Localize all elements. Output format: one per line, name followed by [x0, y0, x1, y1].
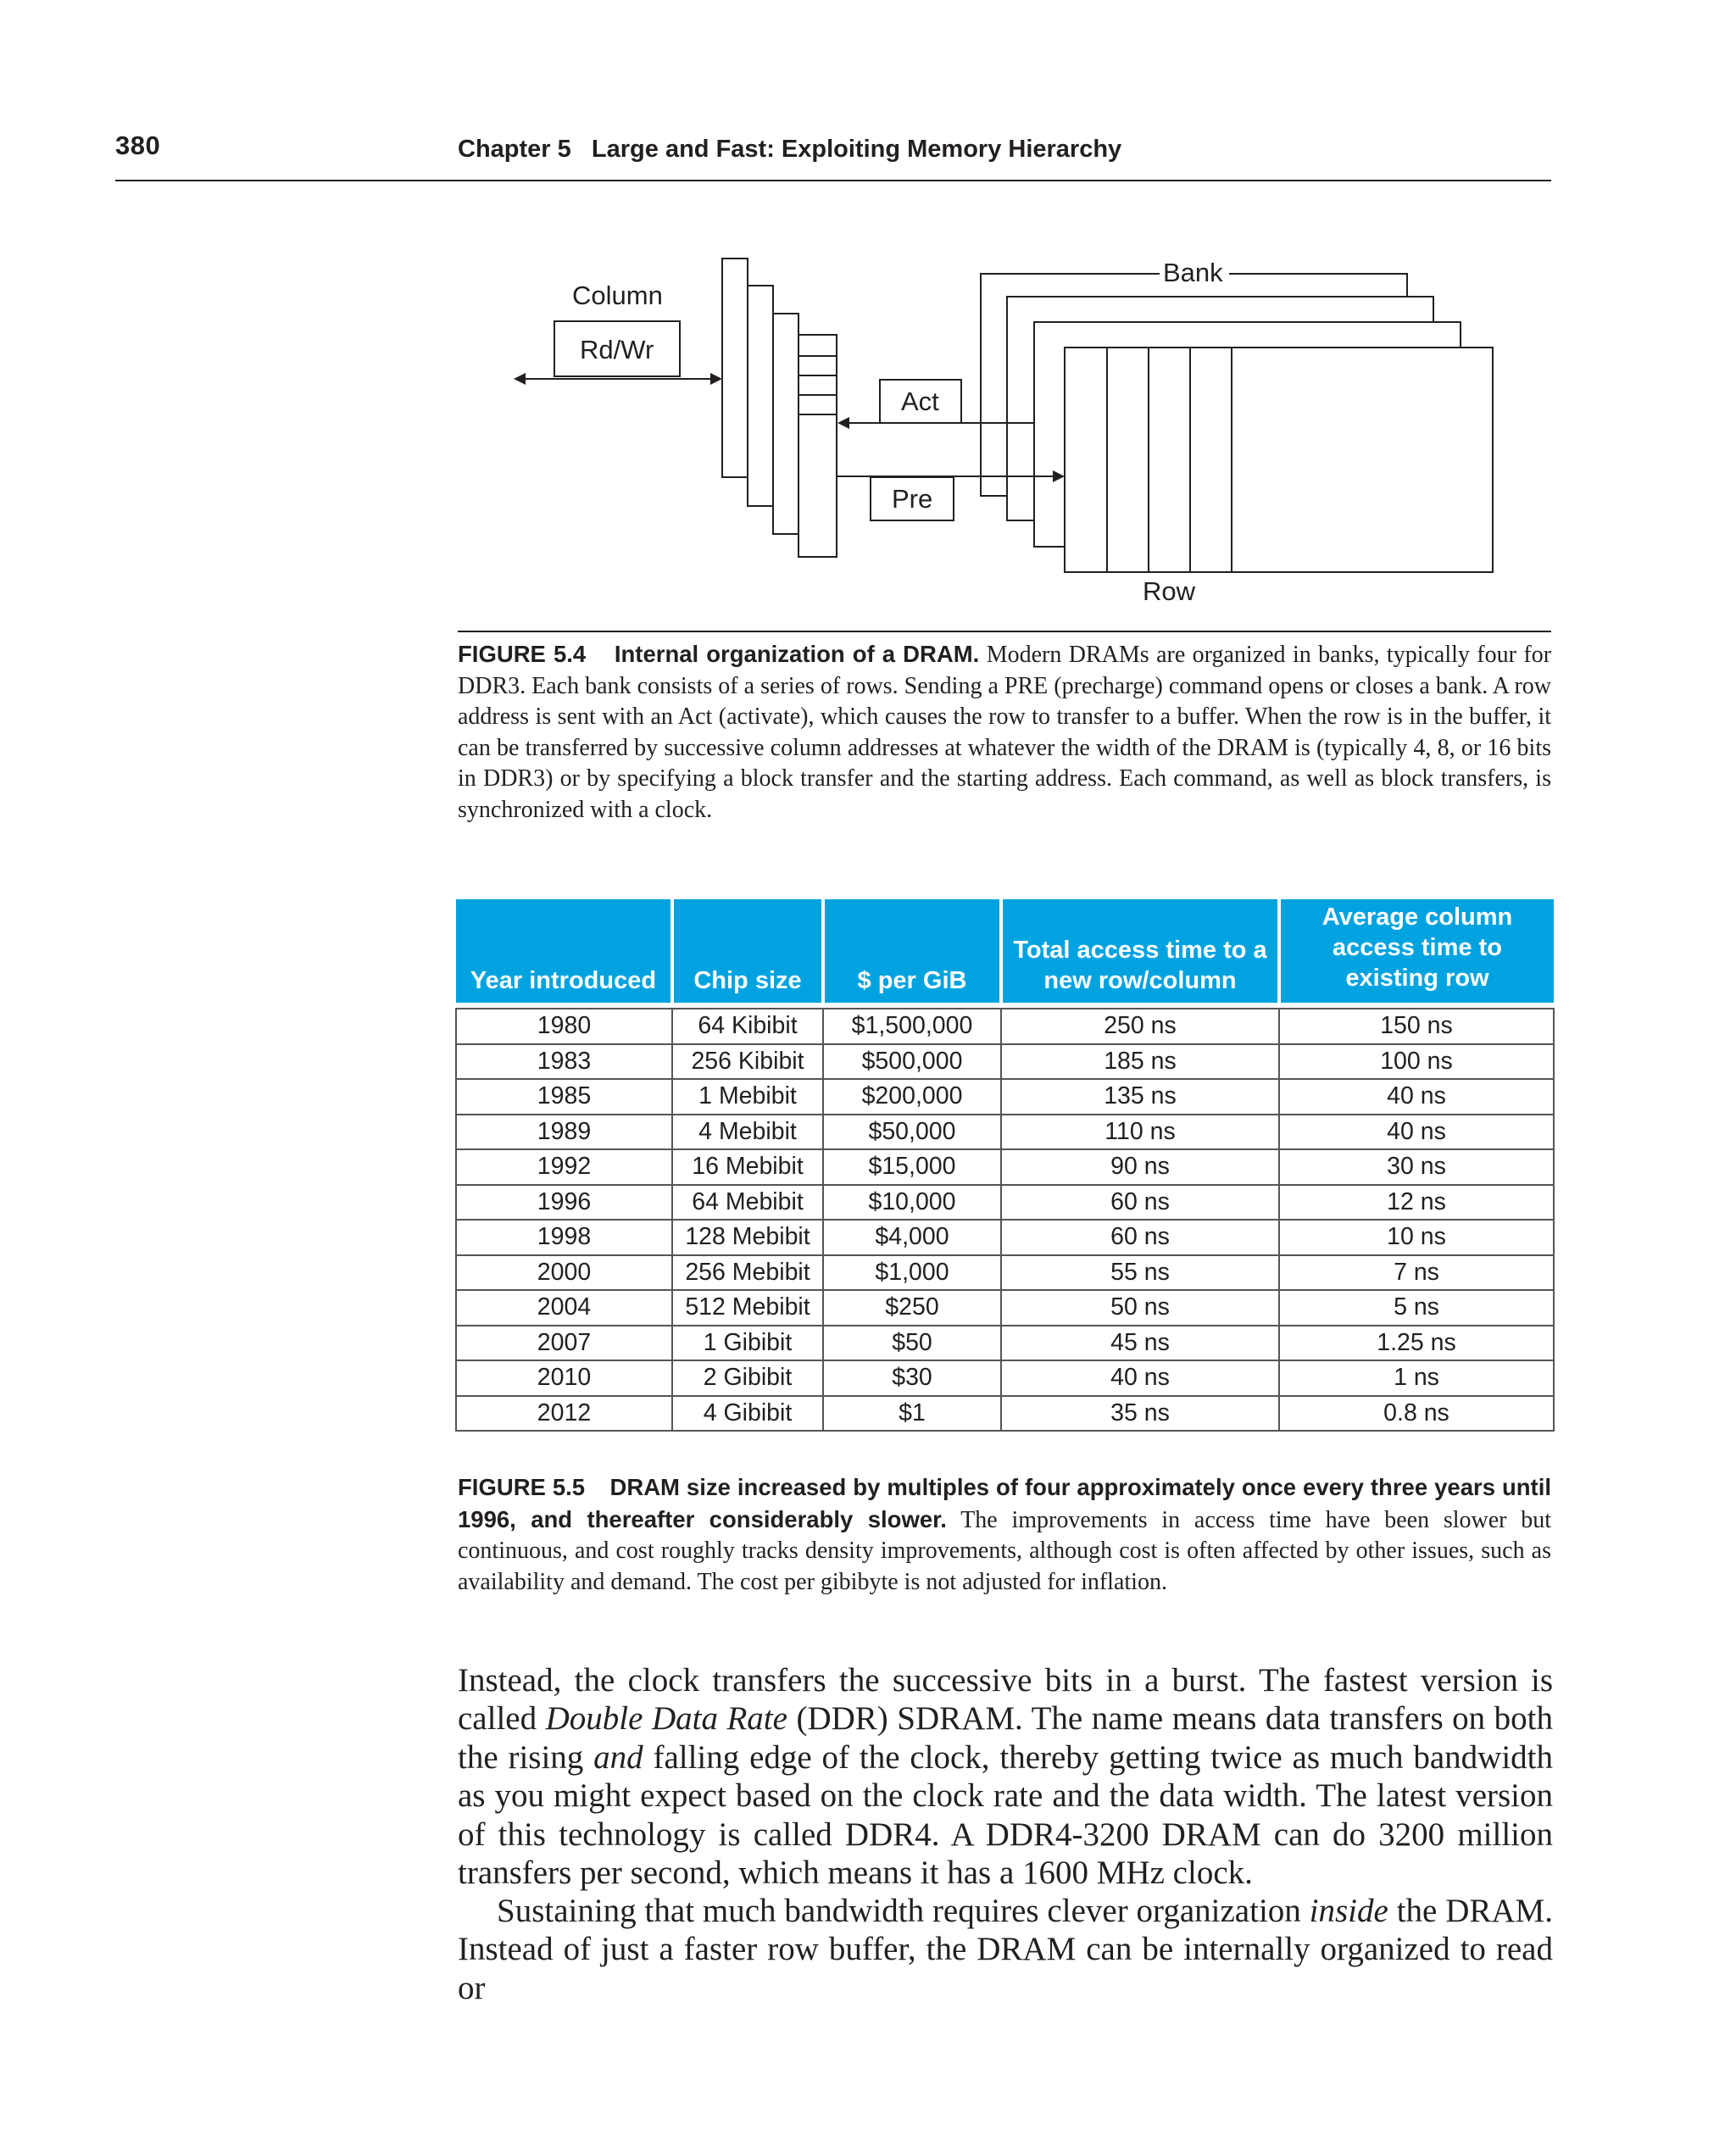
body-emphasis: Double Data Rate: [545, 1700, 787, 1738]
table-cell: 5 ns: [1279, 1290, 1554, 1326]
column-label: Column: [572, 281, 663, 310]
column-header: Year introduced: [456, 899, 672, 1003]
table-cell: 64 Mebibit: [672, 1185, 823, 1221]
table-header-row: [456, 899, 1554, 1003]
table-cell: 40 ns: [1001, 1360, 1279, 1396]
figure-5-4-caption: [458, 639, 1551, 826]
bank-4: [1065, 348, 1493, 572]
body-text-run: (DDR) SDRAM. The name means data transfers on both the rising: [458, 1700, 1553, 1776]
table-cell: 30 ns: [1279, 1149, 1554, 1185]
table-cell: 1992: [456, 1149, 672, 1185]
act-label: Act: [901, 386, 939, 416]
table-cell: $250: [823, 1290, 1001, 1326]
table-cell: 1985: [456, 1079, 672, 1115]
table-cell: 2012: [456, 1396, 672, 1432]
table-cell: 12 ns: [1279, 1185, 1554, 1221]
table-row: [456, 1115, 1554, 1150]
table-row: [456, 1360, 1554, 1396]
table-row: [456, 1149, 1554, 1185]
table-cell: 2 Gibibit: [672, 1360, 823, 1396]
table-cell: 2007: [456, 1326, 672, 1361]
table-cell: 60 ns: [1001, 1185, 1279, 1221]
table-cell: 128 Mebibit: [672, 1220, 823, 1255]
table-cell: 150 ns: [1279, 1009, 1554, 1044]
table-cell: $200,000: [823, 1079, 1001, 1115]
row-label: Row: [1143, 576, 1196, 606]
table-cell: 0.8 ns: [1279, 1396, 1554, 1432]
table-row: [456, 1079, 1554, 1115]
table-row: [456, 1009, 1554, 1044]
table-cell: $50,000: [823, 1115, 1001, 1150]
table-cell: 256 Kibibit: [672, 1044, 823, 1080]
table-cell: 50 ns: [1001, 1290, 1279, 1326]
table-cell: 2000: [456, 1255, 672, 1291]
table-cell: 35 ns: [1001, 1396, 1279, 1432]
column-header: Chip size: [672, 899, 823, 1003]
table-cell: 1989: [456, 1115, 672, 1150]
body-text-run: Instead, the clock transfers the successive bits in a burst. The fastest version is called: [458, 1662, 1553, 1738]
table-cell: 7 ns: [1279, 1255, 1554, 1291]
table-row: [456, 1185, 1554, 1221]
table-cell: 1996: [456, 1185, 672, 1221]
table-cell: 60 ns: [1001, 1220, 1279, 1255]
table-cell: $15,000: [823, 1149, 1001, 1185]
table-cell: 10 ns: [1279, 1220, 1554, 1255]
table-row: [456, 1326, 1554, 1361]
table-cell: 55 ns: [1001, 1255, 1279, 1291]
figure-title: Internal organization of a DRAM.: [614, 641, 980, 667]
rd-wr-label: Rd/Wr: [580, 335, 654, 364]
bank-label: Bank: [1163, 258, 1223, 287]
header-rule: [115, 180, 1551, 181]
table-cell: 90 ns: [1001, 1149, 1279, 1185]
figure-label: FIGURE 5.4: [458, 641, 587, 667]
table-cell: 2010: [456, 1360, 672, 1396]
body-paragraph: [458, 1892, 1553, 2007]
table-row: [456, 1044, 1554, 1080]
buffer-stack-2: [748, 286, 773, 506]
table-cell: 2004: [456, 1290, 672, 1326]
table-row: [456, 1290, 1554, 1326]
figure-rule: [458, 631, 1551, 632]
pre-label: Pre: [892, 484, 933, 514]
table-cell: $1: [823, 1396, 1001, 1432]
page-number: 380: [115, 131, 161, 160]
table-cell: 40 ns: [1279, 1079, 1554, 1115]
table-cell: 256 Mebibit: [672, 1255, 823, 1291]
table-cell: 1983: [456, 1044, 672, 1080]
body-emphasis: inside: [1309, 1893, 1388, 1929]
table-cell: 1 ns: [1279, 1360, 1554, 1396]
dram-organization-diagram: [458, 246, 1509, 619]
table-cell: 1998: [456, 1220, 672, 1255]
table-cell: 4 Mebibit: [672, 1115, 823, 1150]
figure-caption-text: The improvements in access time have been slower but continuous, and cost roughly tracks density improvements, although cost is often affected by other issues, such as availability and demand. The cost per gibibyte is not adjusted for inflation.: [458, 1506, 1551, 1595]
table-cell: 135 ns: [1001, 1079, 1279, 1115]
table-row: [456, 1220, 1554, 1255]
table-cell: $1,500,000: [823, 1009, 1001, 1044]
table-cell: 16 Mebibit: [672, 1149, 823, 1185]
figure-5-5-caption: [458, 1472, 1551, 1598]
table-cell: 1 Mebibit: [672, 1079, 823, 1115]
figure-caption-text: Modern DRAMs are organized in banks, typically four for DDR3. Each bank consists of a series of rows. Sending a PRE (precharge) command opens or closes a bank. A row address is sent with an Act (activate), which causes the row to transfer to a buffer. When the row is in the buffer, it can be transferred by successive column addresses at whatever the width of the DRAM is (typically 4, 8, or 16 bits in DDR3) or by specifying a block transfer and the starting address. Each command, as well as block transfers, is synchronized with a clock.: [458, 642, 1552, 823]
table-cell: 1.25 ns: [1279, 1326, 1554, 1361]
table-cell: 64 Kibibit: [672, 1009, 823, 1044]
table-cell: 1980: [456, 1009, 672, 1044]
body-text-run: the DRAM. Instead of just a faster row buffer, the DRAM can be internally organized to read or: [458, 1893, 1553, 2006]
table-cell: $30: [823, 1360, 1001, 1396]
body-text-run: falling edge of the clock, thereby getting twice as much bandwidth as you might expect based on the clock rate and the data width. The latest version of this technology is called DDR4. A DDR4-3200 DRAM can do 3200 million transfers per second, which means it has a 1600 MHz clock.: [458, 1738, 1553, 1892]
table-cell: 512 Mebibit: [672, 1290, 823, 1326]
table-row: [456, 1255, 1554, 1291]
table-cell: 4 Gibibit: [672, 1396, 823, 1432]
table-cell: 250 ns: [1001, 1009, 1279, 1044]
dram-history-table: [455, 899, 1555, 1432]
table-cell: $4,000: [823, 1220, 1001, 1255]
body-emphasis: and: [593, 1738, 643, 1776]
buffer-stack-3: [773, 314, 798, 534]
table-cell: 40 ns: [1279, 1115, 1554, 1150]
body-paragraph: [458, 1661, 1553, 1892]
column-header: Average column access time to existing row: [1279, 899, 1554, 1003]
table-cell: 110 ns: [1001, 1115, 1279, 1150]
table-cell: 45 ns: [1001, 1326, 1279, 1361]
figure-label: FIGURE 5.5: [458, 1474, 586, 1500]
table-cell: $10,000: [823, 1185, 1001, 1221]
column-header: Total access time to a new row/column: [1001, 899, 1279, 1003]
buffer-stack-1: [722, 259, 748, 477]
table-cell: $1,000: [823, 1255, 1001, 1291]
table-body: [456, 1003, 1554, 1431]
chapter-title: Chapter 5 Large and Fast: Exploiting Memory Hierarchy: [458, 136, 1122, 163]
table-cell: 185 ns: [1001, 1044, 1279, 1080]
table-cell: 1 Gibibit: [672, 1326, 823, 1361]
column-header: $ per GiB: [823, 899, 1001, 1003]
table-cell: $50: [823, 1326, 1001, 1361]
table-row: [456, 1396, 1554, 1432]
body-text-run: Sustaining that much bandwidth requires clever organization: [497, 1893, 1310, 1929]
table-cell: $500,000: [823, 1044, 1001, 1080]
table-cell: 100 ns: [1279, 1044, 1554, 1080]
row-buffer: [798, 335, 837, 557]
figure-title: DRAM size increased by multiples of four approximately once every three years until 1996, and thereafter considerably slower.: [458, 1474, 1551, 1532]
